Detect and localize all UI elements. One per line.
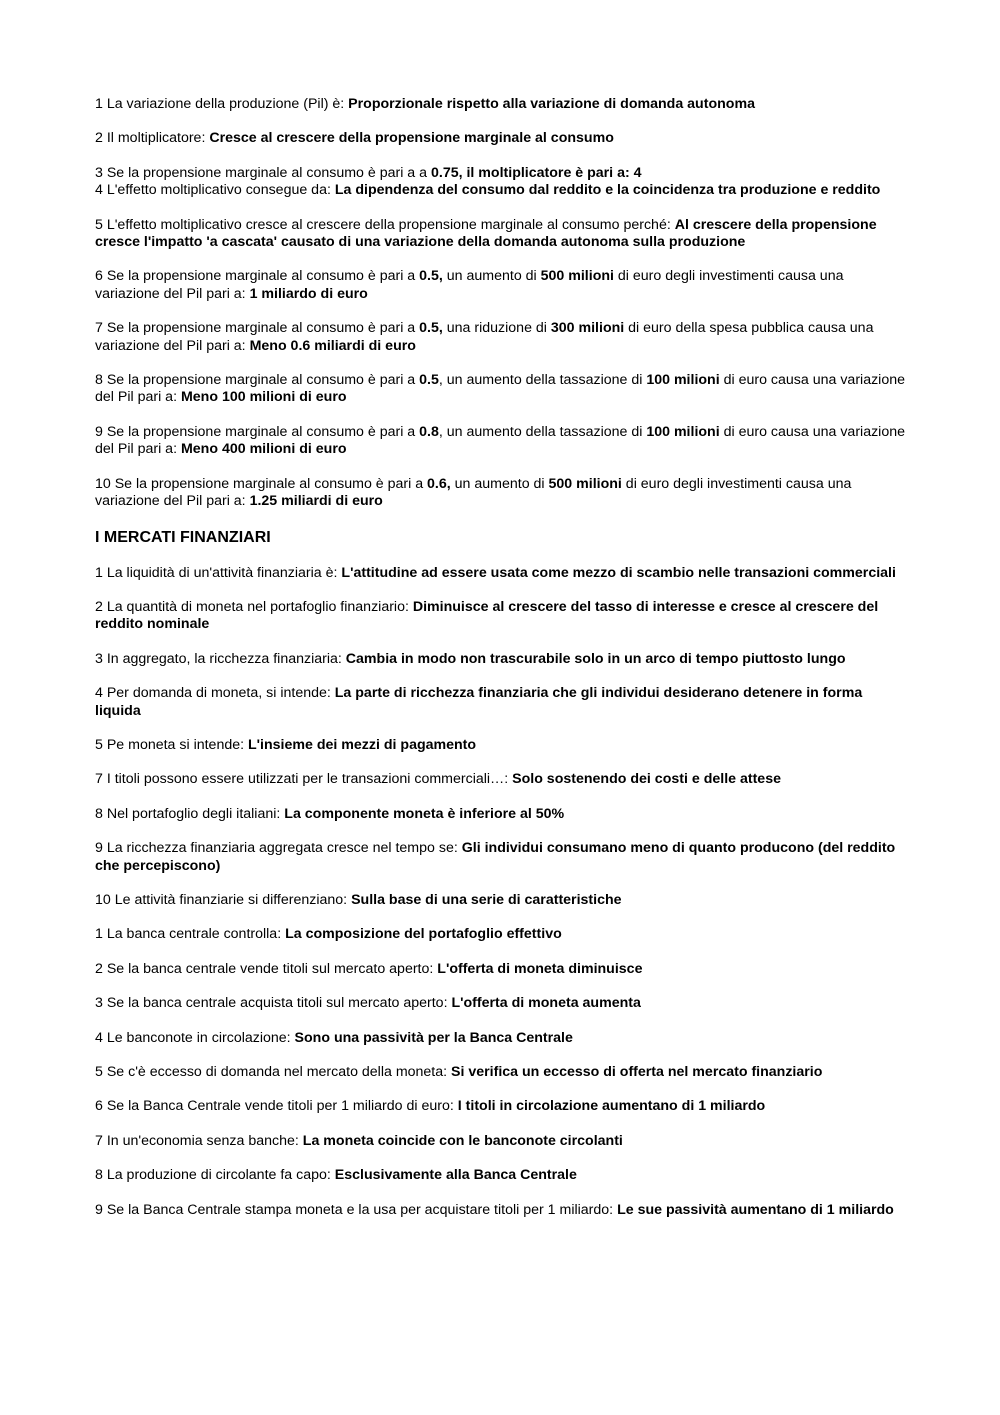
question-item <box>95 1133 910 1150</box>
question-text: 8 Nel portafoglio degli italiani: <box>95 805 285 822</box>
question-item <box>95 1098 910 1115</box>
answer-text: 1.25 miliardi di euro <box>249 493 383 510</box>
question-text: 4 L'effetto moltiplicativo consegue da: <box>95 182 335 199</box>
answer-text: L'offerta di moneta diminuisce <box>437 960 643 977</box>
question-item <box>95 892 910 909</box>
question-item <box>95 182 910 199</box>
question-item <box>95 840 910 875</box>
answer-text: Si verifica un eccesso di offerta nel mercato finanziario <box>451 1064 823 1080</box>
answer-text: 500 milioni <box>548 475 622 492</box>
question-text: 5 Se c'è eccesso di domanda nel mercato della moneta: <box>95 1064 452 1080</box>
question-text: 7 In un'economia senza banche: <box>95 1132 303 1149</box>
question-item <box>95 165 910 182</box>
question-item <box>95 96 910 113</box>
question-text: 4 Le banconote in circolazione: <box>95 1029 295 1046</box>
question-item <box>95 320 910 355</box>
answer-text: 0.6, <box>427 475 451 492</box>
question-text: , un aumento della tassazione di <box>438 423 647 440</box>
section-financial-markets-questions <box>95 565 910 1220</box>
answer-text: Cambia in modo non trascurabile solo in un arco di tempo piuttosto lungo <box>345 650 846 667</box>
answer-text: 300 milioni <box>550 320 625 337</box>
question-item <box>95 737 910 754</box>
question-item <box>95 1030 910 1047</box>
question-text: 10 Le attività finanziarie si differenziano: <box>95 891 352 908</box>
question-text: 1 La variazione della produzione (Pil) è: <box>95 96 349 112</box>
question-item <box>95 217 910 252</box>
question-text: 1 La banca centrale controlla: <box>95 926 286 943</box>
question-item <box>95 1202 910 1219</box>
question-text: di euro causa una variazione del Pil pari a: <box>95 372 906 406</box>
answer-text: Meno 400 milioni di euro <box>180 441 347 458</box>
question-text: 6 Se la Banca Centrale vende titoli per 1 miliardo di euro: <box>95 1098 458 1115</box>
question-item <box>95 424 910 459</box>
question-item <box>95 995 910 1012</box>
question-text: 1 La liquidità di un'attività finanziaria è: <box>95 564 342 581</box>
answer-text: 0.5 <box>419 372 439 389</box>
question-item <box>95 372 910 407</box>
answer-text: 100 milioni <box>646 372 720 389</box>
question-text: 7 Se la propensione marginale al consumo è pari a <box>95 320 420 337</box>
answer-text: Esclusivamente alla Banca Centrale <box>334 1167 577 1184</box>
answer-text: Meno 100 milioni di euro <box>180 389 347 406</box>
answer-text: Proporzionale rispetto alla variazione di domanda autonoma <box>348 96 755 112</box>
answer-text: L'offerta di moneta aumenta <box>451 995 641 1012</box>
answer-text: L'attitudine ad essere usata come mezzo di scambio nelle transazioni commerciali <box>341 564 896 581</box>
answer-text: 100 milioni <box>646 423 720 440</box>
question-text: 10 Se la propensione marginale al consumo è pari a <box>95 475 428 492</box>
question-text: 2 La quantità di moneta nel portafoglio finanziario: <box>95 598 413 615</box>
answer-text: La composizione del portafoglio effettivo <box>285 926 562 943</box>
question-item <box>95 926 910 943</box>
answer-text: Le sue passività aumentano di 1 miliardo <box>617 1201 894 1218</box>
question-item <box>95 806 910 823</box>
question-item <box>95 565 910 582</box>
document-content <box>95 96 910 1236</box>
question-text: una riduzione di <box>442 320 551 337</box>
answer-text: La componente moneta è inferiore al 50% <box>284 805 565 822</box>
question-item <box>95 476 910 511</box>
question-text: di euro causa una variazione del Pil pari a: <box>95 423 906 458</box>
question-text: 6 Se la propensione marginale al consumo è pari a <box>95 268 420 285</box>
answer-text: La moneta coincide con le banconote circolanti <box>302 1132 623 1149</box>
question-item <box>95 961 910 978</box>
question-text: , un aumento della tassazione di <box>438 372 647 389</box>
answer-text: 0.5, <box>419 320 443 337</box>
answer-text: Sulla base di una serie di caratteristiche <box>351 891 622 908</box>
answer-text: Al crescere della propensione cresce l'impatto 'a cascata' causato di una variazione della domanda autonoma sulla produzione <box>95 216 877 251</box>
question-text: 7 I titoli possono essere utilizzati per le transazioni commerciali…: <box>95 771 513 788</box>
answer-text: Diminuisce al crescere del tasso di interesse e cresce al crescere del reddito nominale <box>95 598 879 633</box>
question-text: 3 In aggregato, la ricchezza finanziaria: <box>95 650 346 667</box>
question-text: 9 Se la Banca Centrale stampa moneta e la usa per acquistare titoli per 1 miliardo: <box>95 1201 618 1218</box>
answer-text: Solo sostenendo dei costi e delle attese <box>512 771 781 788</box>
answer-text: 0.75, il moltiplicatore è pari a: 4 <box>430 164 642 181</box>
question-text: di euro degli investimenti causa una variazione del Pil pari a: <box>95 475 852 510</box>
question-text: un aumento di <box>442 268 541 285</box>
question-text: 9 La ricchezza finanziaria aggregata cresce nel tempo se: <box>95 840 462 857</box>
section-multiplier-questions <box>95 96 910 511</box>
question-text: 3 Se la propensione marginale al consumo è pari a a <box>95 164 431 181</box>
question-item <box>95 268 910 303</box>
answer-text: La dipendenza del consumo dal reddito e la coincidenza tra produzione e reddito <box>334 182 881 199</box>
question-text: di euro della spesa pubblica causa una variazione del Pil pari a: <box>95 320 874 354</box>
answer-text: I titoli in circolazione aumentano di 1 miliardo <box>457 1098 766 1115</box>
question-item <box>95 685 910 720</box>
answer-text: Meno 0.6 miliardi di euro <box>249 337 416 354</box>
question-text: 8 Se la propensione marginale al consumo è pari a <box>95 372 420 389</box>
question-text: di euro degli investimenti causa una variazione del Pil pari a: <box>95 268 844 302</box>
answer-text: La parte di ricchezza finanziaria che gli individui desiderano detenere in forma liquida <box>95 685 863 719</box>
answer-text: Gli individui consumano meno di quanto producono (del reddito che percepiscono) <box>95 840 896 874</box>
question-item <box>95 1167 910 1184</box>
question-text: 5 Pe moneta si intende: <box>95 736 249 753</box>
question-text: 2 Se la banca centrale vende titoli sul mercato aperto: <box>95 960 438 977</box>
answer-text: 0.5, <box>419 268 443 285</box>
question-item <box>95 599 910 634</box>
question-text: 2 Il moltiplicatore: <box>95 130 210 147</box>
question-text: 3 Se la banca centrale acquista titoli sul mercato aperto: <box>95 995 452 1012</box>
question-item <box>95 130 910 147</box>
question-text: 4 Per domanda di moneta, si intende: <box>95 685 335 702</box>
section-heading: I MERCATI FINANZIARI <box>95 528 271 546</box>
question-text: 8 La produzione di circolante fa capo: <box>95 1167 335 1184</box>
question-text: 9 Se la propensione marginale al consumo è pari a <box>95 423 420 440</box>
answer-text: 0.8 <box>419 423 439 440</box>
answer-text: L'insieme dei mezzi di pagamento <box>248 736 477 753</box>
answer-text: 500 milioni <box>540 268 614 285</box>
answer-text: 1 miliardo di euro <box>249 285 368 302</box>
answer-text: Cresce al crescere della propensione marginale al consumo <box>209 130 614 147</box>
question-item <box>95 771 910 788</box>
answer-text: Sono una passività per la Banca Centrale <box>294 1029 573 1046</box>
question-text: un aumento di <box>450 475 549 492</box>
question-text: 5 L'effetto moltiplicativo cresce al crescere della propensione marginale al consumo perché: <box>95 216 675 233</box>
question-item <box>95 1064 910 1081</box>
question-item <box>95 651 910 668</box>
